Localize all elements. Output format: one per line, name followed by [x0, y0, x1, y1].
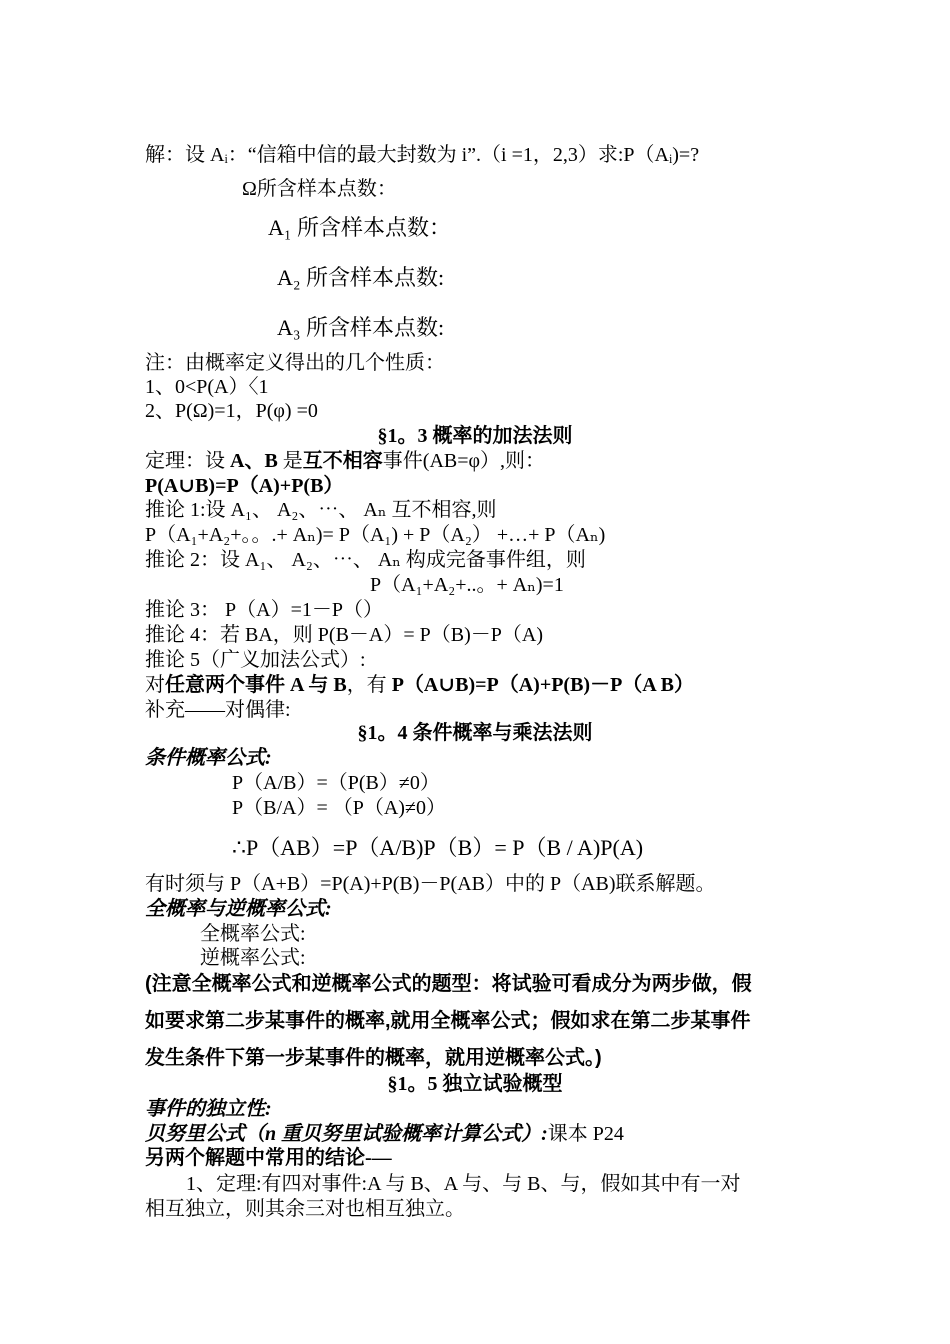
corollary-3: 推论 3： P（A）=1－P（） [145, 599, 383, 621]
corollary-2-formula: P（A₁+A₂+..。+ Aₙ)=1 [370, 574, 564, 596]
general-addition-formula: P（A∪B)=P（A)+P(B)－P（A B） [391, 674, 694, 696]
property-1: 1、0<P(A）〈1 [145, 376, 269, 398]
general-addition-text-2: ，有 [346, 674, 392, 696]
general-addition-text-1: 对 [145, 674, 165, 696]
a1-sample-count: A₁ 所含样本点数： [268, 215, 452, 240]
a2-sample-count: A₂ 所含样本点数: [277, 265, 445, 290]
bernoulli-line [145, 1122, 624, 1146]
theorem-line [145, 449, 545, 473]
property-2: 2、P(Ω)=1，P(φ) =0 [145, 400, 318, 422]
theorem-four-pairs-line-1: 1、定理:有四对事件:A 与 B、A 与、与 B、与，假如其中有一对 [186, 1173, 741, 1195]
common-conclusions: 另两个解题中常用的结论-— [145, 1147, 392, 1169]
inverse-probability-formula: 逆概率公式: [200, 947, 306, 969]
note-para-line-2: 如要求第二步某事件的概率,就用全概率公式；假如求在第二步某事件 [145, 1010, 751, 1032]
general-addition-line [145, 673, 694, 697]
theorem-text-2: 是 [277, 450, 303, 472]
solution-intro: 解：设 Aᵢ：“信箱中信的最大封数为 i”.（i =1，2,3）求:P（Aᵢ)=? [145, 144, 700, 166]
note-para-line-1: (注意全概率公式和逆概率公式的题型：将试验可看成分为两步做，假 [145, 973, 752, 995]
omega-sample-count: Ω所含样本点数： [242, 178, 397, 200]
conditional-formula-1: P（A/B）=（P(B）≠0） [232, 772, 440, 794]
addition-formula: P(A∪B)=P（A)+P(B） [145, 475, 344, 497]
corollary-1: 推论 1:设 A₁、 A₂、⋯、 Aₙ 互不相容,则 [145, 499, 497, 521]
theorem-events: A、B [230, 450, 278, 472]
corollary-4: 推论 4：若 BA，则 P(B－A）= P（B)－P（A) [145, 624, 543, 646]
bernoulli-formula-label: 贝努里公式（n 重贝努里试验概率计算公式）: [145, 1123, 548, 1145]
note-para-line-3: 发生条件下第一步某事件的概率，就用逆概率公式。) [145, 1047, 602, 1069]
section-1-5-heading: §1。5 独立试验概型 [387, 1073, 563, 1095]
total-inverse-label: 全概率与逆概率公式: [145, 898, 332, 920]
conditional-probability-label: 条件概率公式: [145, 747, 272, 769]
corollary-5: 推论 5（广义加法公式）: [145, 649, 366, 671]
section-1-3-heading: §1。3 概率的加法法则 [377, 425, 573, 447]
theorem-mutually-exclusive: 互不相容 [302, 450, 383, 472]
duality-law: 补充——对偶律: [145, 699, 291, 721]
note-properties: 注：由概率定义得出的几个性质： [145, 352, 445, 374]
textbook-ref: 课本 P24 [547, 1123, 624, 1145]
conditional-formula-2: P（B/A）= （P（A)≠0） [232, 797, 446, 819]
theorem-four-pairs-line-2: 相互独立，则其余三对也相互独立。 [145, 1198, 465, 1220]
multiplication-rule: ∴P（AB）=P（A/B)P（B）= P（B / A)P(A) [232, 835, 644, 860]
a3-sample-count: A₃ 所含样本点数: [277, 315, 445, 340]
section-1-4-heading: §1。4 条件概率与乘法法则 [357, 722, 593, 744]
theorem-text-1: 定理：设 [145, 450, 230, 472]
independence-label: 事件的独立性: [145, 1098, 272, 1120]
corollary-1-formula: P（A₁+A₂+。。.+ Aₙ)= P（A₁) + P（A₂） +…+ P（Aₙ) [145, 524, 606, 546]
any-two-events: 任意两个事件 A 与 B [165, 674, 347, 696]
total-probability-formula: 全概率公式: [200, 923, 306, 945]
theorem-text-3: 事件(AB=φ）,则： [382, 450, 546, 472]
corollary-2: 推论 2：设 A₁、 A₂、⋯、 Aₙ 构成完备事件组，则 [145, 549, 586, 571]
note-combine: 有时须与 P（A+B）=P(A)+P(B)－P(AB）中的 P（AB)联系解题。 [145, 873, 716, 895]
